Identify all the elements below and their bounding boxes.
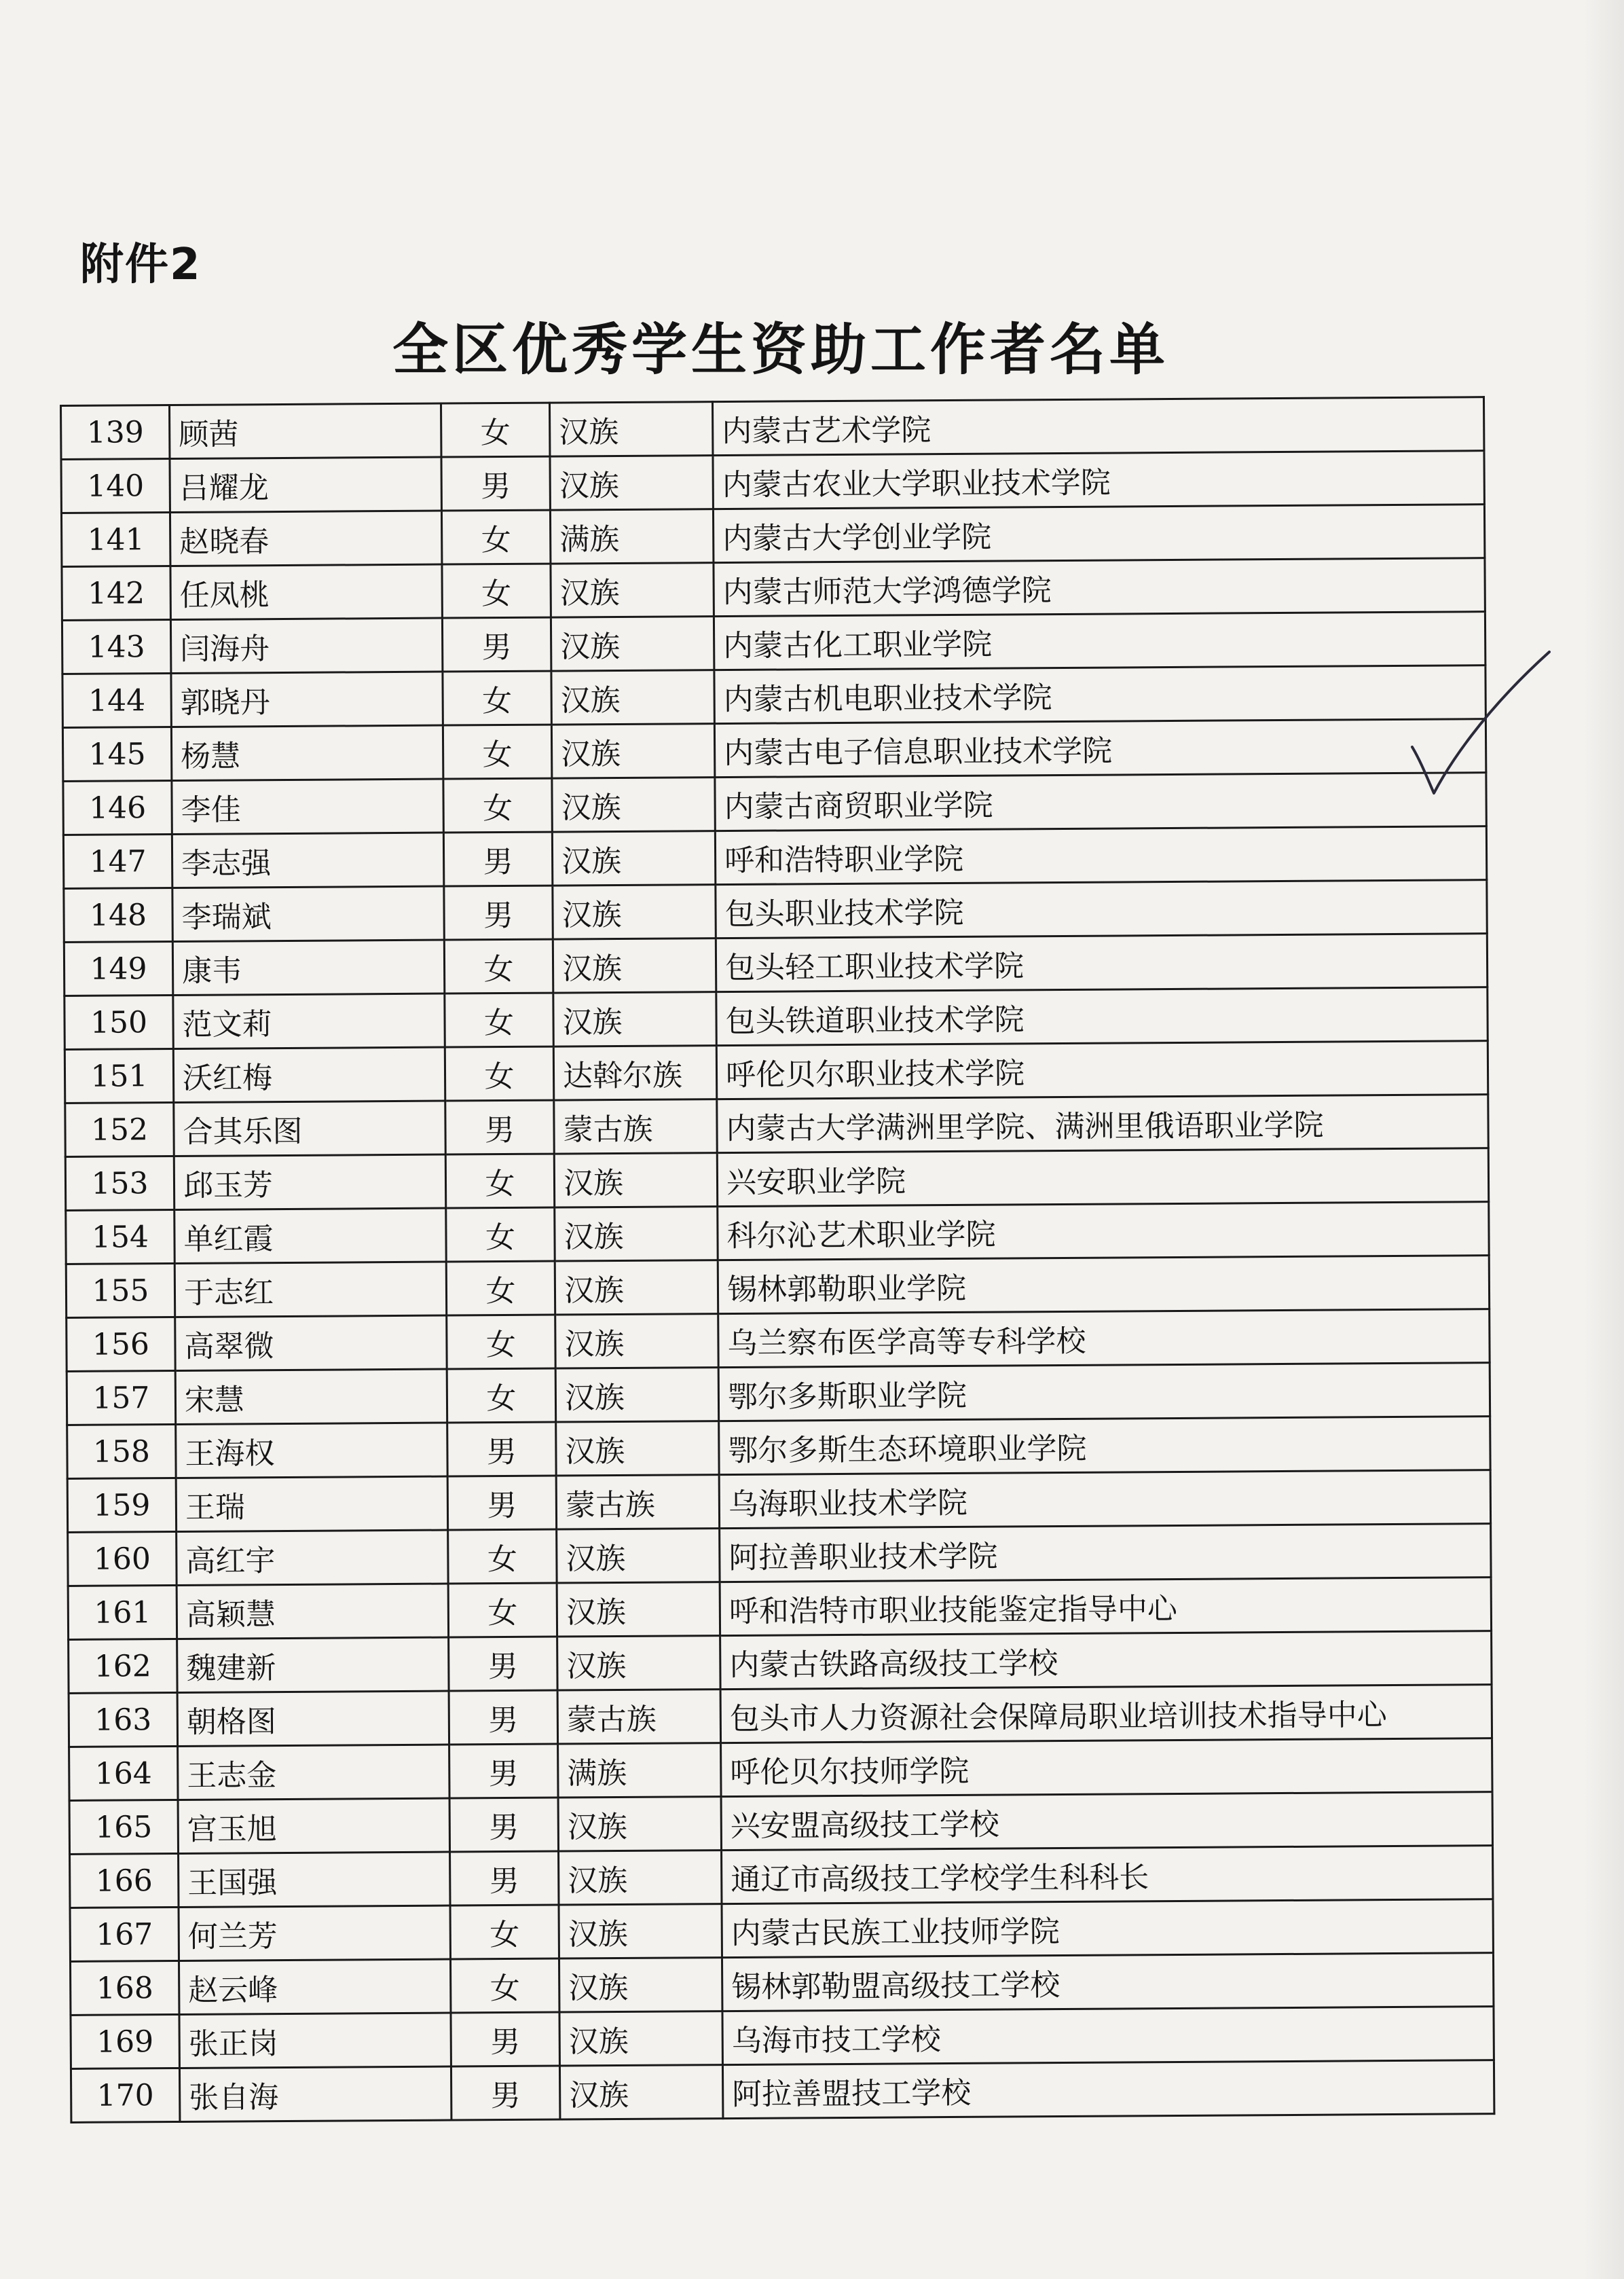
gender-cell: 男 [451,2066,559,2120]
gender-cell: 女 [448,1529,557,1584]
ethnicity-cell: 汉族 [551,563,714,617]
name-cell: 魏建新 [177,1637,449,1692]
table-row [63,826,1486,889]
organization-cell: 包头职业技术学院 [716,880,1487,938]
table-row [65,1148,1488,1211]
gender-cell: 男 [442,617,551,672]
gender-cell: 女 [445,1046,553,1101]
table-row [70,1846,1493,1908]
row-number-cell: 162 [69,1639,177,1693]
row-number-cell: 166 [70,1853,179,1908]
name-cell: 任凤桃 [170,564,442,619]
ethnicity-cell: 汉族 [557,1582,720,1637]
organization-cell: 包头铁道职业技术学院 [716,987,1488,1046]
name-cell: 王国强 [179,1852,450,1907]
gender-cell: 男 [447,1476,556,1530]
gender-cell: 男 [447,1422,556,1476]
table-row [62,558,1485,621]
ethnicity-cell: 汉族 [558,1797,721,1851]
ethnicity-cell: 汉族 [555,1207,718,1261]
row-number-cell: 157 [67,1370,175,1425]
name-cell: 闫海舟 [170,618,442,673]
organization-cell: 乌海职业技术学院 [719,1470,1490,1529]
table-row [67,1417,1490,1479]
row-number-cell: 163 [69,1692,177,1747]
organization-cell: 内蒙古民族工业技师学院 [722,1899,1493,1958]
name-cell: 宫玉旭 [178,1798,449,1853]
table-row [62,719,1485,782]
table-row [69,1792,1492,1855]
row-number-cell: 140 [61,459,170,513]
name-cell: 杨慧 [171,725,443,780]
ethnicity-cell: 蒙古族 [557,1690,720,1744]
ethnicity-cell: 汉族 [550,456,713,510]
gender-cell: 女 [442,564,551,618]
roster-table-body [61,397,1494,2123]
name-cell: 合其乐图 [174,1101,445,1156]
name-cell: 宋慧 [175,1369,447,1424]
organization-cell: 兴安职业学院 [717,1148,1488,1207]
name-cell: 顾茜 [170,403,441,458]
name-cell: 王海权 [176,1423,447,1478]
gender-cell: 男 [445,1100,554,1154]
organization-cell: 内蒙古商贸职业学院 [715,773,1486,831]
table-row [61,451,1484,513]
organization-cell: 鄂尔多斯生态环境职业学院 [719,1417,1490,1475]
ethnicity-cell: 汉族 [555,1314,718,1368]
name-cell: 王志金 [178,1745,449,1800]
gender-cell: 女 [445,993,553,1047]
row-number-cell: 152 [65,1102,174,1156]
row-number-cell: 168 [71,1961,179,2015]
roster-table-container [60,396,1493,2123]
name-cell: 吕耀龙 [170,457,441,512]
row-number-cell: 156 [67,1317,175,1371]
table-row [62,666,1485,728]
organization-cell: 呼伦贝尔职业技术学院 [716,1041,1488,1099]
row-number-cell: 139 [61,405,170,460]
attachment-label: 附件2 [80,240,202,290]
gender-cell: 女 [447,1315,555,1369]
table-row [71,2060,1494,2123]
name-cell: 赵云峰 [179,1959,451,2014]
gender-cell: 男 [444,886,553,940]
gender-cell: 女 [450,1905,559,1959]
table-row [66,1256,1489,1318]
table-row [64,987,1488,1050]
row-number-cell: 158 [67,1424,176,1478]
ethnicity-cell: 汉族 [554,1153,717,1207]
ethnicity-cell: 汉族 [559,2065,722,2119]
gender-cell: 女 [448,1583,557,1637]
table-row [62,612,1485,674]
gender-cell: 男 [441,456,550,511]
ethnicity-cell: 汉族 [553,938,716,993]
table-row [67,1363,1490,1425]
organization-cell: 呼和浩特职业学院 [715,826,1486,885]
row-number-cell: 142 [62,566,170,621]
organization-cell: 内蒙古师范大学鸿德学院 [714,558,1485,617]
ethnicity-cell: 达斡尔族 [553,1046,716,1100]
name-cell: 李瑞斌 [172,886,444,941]
table-row [61,397,1484,460]
ethnicity-cell: 满族 [550,509,713,564]
ethnicity-cell: 汉族 [553,885,716,939]
ethnicity-cell: 汉族 [552,778,715,832]
organization-cell: 内蒙古电子信息职业技术学院 [714,719,1485,778]
ethnicity-cell: 汉族 [551,670,714,725]
row-number-cell: 155 [66,1263,174,1317]
ethnicity-cell: 蒙古族 [554,1099,717,1154]
name-cell: 高颖慧 [177,1584,448,1639]
table-row [70,1899,1493,1962]
row-number-cell: 147 [63,835,172,889]
name-cell: 李佳 [172,779,443,834]
row-number-cell: 150 [64,995,173,1049]
ethnicity-cell: 汉族 [555,1260,718,1315]
ethnicity-cell: 汉族 [556,1421,719,1476]
row-number-cell: 145 [62,727,171,782]
row-number-cell: 151 [64,1049,173,1103]
name-cell: 范文莉 [173,993,445,1049]
ethnicity-cell: 汉族 [551,724,714,778]
gender-cell: 女 [446,1207,555,1262]
organization-cell: 阿拉善盟技工学校 [722,2060,1494,2119]
organization-cell: 内蒙古铁路高级技工学校 [720,1631,1492,1690]
organization-cell: 呼伦贝尔技师学院 [721,1738,1492,1797]
document-title: 全区优秀学生资助工作者名单 [392,317,1169,382]
organization-cell: 内蒙古农业大学职业技术学院 [713,451,1484,509]
gender-cell: 男 [450,1851,559,1906]
name-cell: 李志强 [172,833,443,888]
row-number-cell: 164 [69,1746,178,1800]
organization-cell: 兴安盟高级技工学校 [721,1792,1492,1850]
ethnicity-cell: 汉族 [553,992,716,1046]
row-number-cell: 161 [68,1585,177,1639]
row-number-cell: 165 [69,1800,178,1854]
table-row [66,1202,1489,1264]
gender-cell: 女 [447,1368,555,1423]
organization-cell: 内蒙古机电职业技术学院 [714,666,1485,724]
gender-cell: 女 [441,403,549,457]
name-cell: 沃红梅 [173,1047,445,1102]
row-number-cell: 159 [67,1478,176,1532]
table-row [67,1309,1490,1372]
row-number-cell: 144 [62,674,171,728]
organization-cell: 锡林郭勒盟高级技工学校 [722,1953,1493,2011]
name-cell: 赵晓春 [170,511,441,566]
table-row [69,1738,1492,1801]
gender-cell: 女 [443,725,551,779]
table-row [64,1041,1488,1104]
gender-cell: 男 [451,2012,559,2066]
organization-cell: 阿拉善职业技术学院 [720,1524,1491,1582]
gender-cell: 女 [444,939,553,993]
ethnicity-cell: 汉族 [552,831,715,886]
table-row [69,1685,1492,1747]
row-number-cell: 146 [63,781,172,835]
table-row [71,1953,1494,2016]
table-row [67,1470,1490,1533]
name-cell: 张正岗 [179,2013,451,2068]
ethnicity-cell: 汉族 [559,2011,722,2066]
ethnicity-cell: 汉族 [557,1636,720,1690]
name-cell: 何兰芳 [179,1906,450,1961]
gender-cell: 男 [449,1690,557,1745]
name-cell: 郭晓丹 [171,672,443,727]
ethnicity-cell: 汉族 [559,1958,722,2012]
name-cell: 康韦 [172,940,444,995]
table-row [64,934,1487,996]
row-number-cell: 170 [71,2068,179,2122]
row-number-cell: 148 [64,888,172,943]
gender-cell: 女 [450,1958,559,2013]
gender-cell: 女 [446,1261,555,1315]
gender-cell: 女 [441,510,550,564]
ethnicity-cell: 汉族 [555,1368,718,1422]
ethnicity-cell: 汉族 [549,402,712,456]
name-cell: 高翠微 [175,1315,447,1370]
organization-cell: 鄂尔多斯职业学院 [718,1363,1490,1421]
organization-cell: 内蒙古大学创业学院 [713,505,1484,563]
table-row [71,2007,1494,2069]
table-row [68,1524,1491,1586]
row-number-cell: 149 [64,941,172,996]
gender-cell: 男 [449,1798,558,1852]
gender-cell: 女 [443,671,551,725]
name-cell: 王瑞 [176,1476,447,1531]
organization-cell: 内蒙古大学满洲里学院、满洲里俄语职业学院 [717,1095,1488,1153]
gender-cell: 男 [449,1637,557,1691]
organization-cell: 内蒙古艺术学院 [712,397,1483,456]
organization-cell: 乌海市技工学校 [722,2007,1494,2065]
roster-table [60,396,1495,2123]
table-row [65,1095,1488,1157]
row-number-cell: 143 [62,620,170,674]
name-cell: 张自海 [179,2066,451,2121]
gender-cell: 女 [445,1154,554,1208]
table-row [68,1578,1491,1640]
ethnicity-cell: 汉族 [559,1850,722,1905]
checkmark-icon [1407,645,1556,808]
ethnicity-cell: 蒙古族 [556,1475,719,1529]
organization-cell: 科尔沁艺术职业学院 [718,1202,1489,1260]
table-row [63,773,1486,835]
gender-cell: 男 [449,1744,558,1798]
table-row [69,1631,1492,1694]
gender-cell: 男 [443,832,552,886]
organization-cell: 锡林郭勒职业学院 [718,1256,1489,1314]
table-row [61,505,1484,567]
row-number-cell: 169 [71,2014,179,2068]
row-number-cell: 167 [70,1907,179,1961]
organization-cell: 呼和浩特市职业技能鉴定指导中心 [720,1578,1491,1636]
ethnicity-cell: 汉族 [559,1904,722,1958]
organization-cell: 包头轻工职业技术学院 [716,934,1487,992]
gender-cell: 女 [443,778,552,833]
organization-cell: 乌兰察布医学高等专科学校 [718,1309,1490,1368]
row-number-cell: 153 [65,1156,174,1210]
row-number-cell: 141 [61,513,170,567]
name-cell: 高红宇 [177,1530,448,1585]
table-row [64,880,1487,943]
organization-cell: 内蒙古化工职业学院 [714,612,1485,670]
row-number-cell: 154 [66,1209,174,1264]
organization-cell: 包头市人力资源社会保障局职业培训技术指导中心 [720,1685,1492,1743]
ethnicity-cell: 满族 [558,1743,721,1798]
name-cell: 朝格图 [177,1691,449,1746]
ethnicity-cell: 汉族 [557,1529,720,1583]
name-cell: 邱玉芳 [174,1154,445,1209]
name-cell: 单红霞 [174,1208,446,1263]
row-number-cell: 160 [68,1531,177,1586]
name-cell: 于志红 [174,1262,446,1317]
ethnicity-cell: 汉族 [551,617,714,671]
page-edge-shadow [1583,0,1624,2279]
organization-cell: 通辽市高级技工学校学生科科长 [722,1846,1493,1904]
